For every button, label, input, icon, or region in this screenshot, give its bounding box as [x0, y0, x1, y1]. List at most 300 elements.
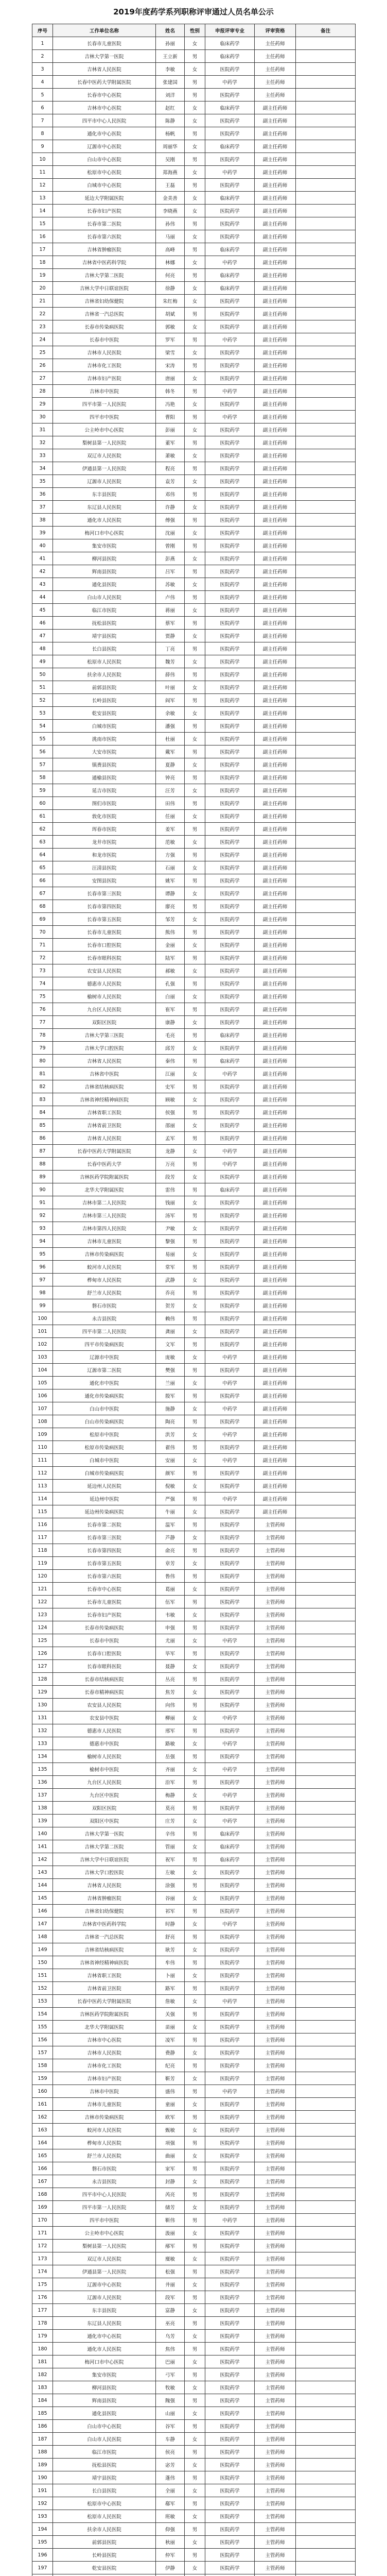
- cell-gender: 女: [185, 733, 205, 745]
- cell-unit: 磐石市医院: [53, 2162, 156, 2175]
- cell-major: 中药学: [205, 1737, 255, 1750]
- cell-qualification: 副主任药师: [255, 1415, 296, 1428]
- cell-major: 医院药学: [205, 127, 255, 140]
- cell-qualification: 副主任药师: [255, 707, 296, 720]
- cell-qualification: 副主任药师: [255, 1428, 296, 1441]
- cell-unit: 双辽市人民医院: [53, 449, 156, 462]
- cell-gender: 女: [185, 2278, 205, 2291]
- cell-major: 中药学: [205, 411, 255, 423]
- cell-serial: 140: [32, 1827, 53, 1840]
- cell-qualification: 副主任药师: [255, 282, 296, 295]
- cell-remarks: [296, 604, 356, 617]
- cell-major: 医院药学: [205, 514, 255, 527]
- table-row: [32, 591, 356, 604]
- cell-unit: 吉林大学口腔医院: [53, 1042, 156, 1055]
- cell-gender: 男: [185, 952, 205, 964]
- cell-qualification: 主管药师: [255, 2175, 296, 2188]
- cell-gender: 男: [185, 1596, 205, 1608]
- cell-major: 医院药学: [205, 1467, 255, 1480]
- cell-major: 医院药学: [205, 861, 255, 874]
- cell-major: 医院药学: [205, 797, 255, 810]
- cell-serial: 49: [32, 655, 53, 668]
- cell-serial: 64: [32, 849, 53, 861]
- cell-qualification: 主管药师: [255, 1930, 296, 1943]
- cell-name: 耿芳: [156, 1943, 185, 1956]
- cell-major: 医院药学: [205, 630, 255, 642]
- cell-qualification: 副主任药师: [255, 449, 296, 462]
- table-row: [32, 977, 356, 990]
- table-row: [32, 2149, 356, 2162]
- cell-major: 医院药学: [205, 578, 255, 591]
- cell-major: 医院药学: [205, 913, 255, 926]
- cell-qualification: 副主任药师: [255, 939, 296, 952]
- cell-remarks: [296, 1557, 356, 1570]
- cell-major: 医院药学: [205, 1608, 255, 1621]
- table-row: [32, 2562, 356, 2574]
- cell-major: 医院药学: [205, 179, 255, 192]
- cell-name: 雷伟: [156, 1183, 185, 1196]
- cell-major: 医院药学: [205, 1930, 255, 1943]
- cell-serial: 108: [32, 1415, 53, 1428]
- cell-name: 向伟: [156, 1699, 185, 1711]
- cell-remarks: [296, 2278, 356, 2291]
- cell-serial: 60: [32, 797, 53, 810]
- table-row: [32, 617, 356, 630]
- table-row: [32, 1724, 356, 1737]
- cell-name: 卢伟: [156, 591, 185, 604]
- cell-name: 廖亮: [156, 900, 185, 913]
- cell-gender: 女: [185, 449, 205, 462]
- cell-name: 管丽: [156, 1840, 185, 1853]
- cell-major: 医院药学: [205, 2304, 255, 2317]
- cell-qualification: 副主任药师: [255, 784, 296, 797]
- table-row: [32, 810, 356, 823]
- table-row: [32, 926, 356, 939]
- cell-remarks: [296, 2149, 356, 2162]
- cell-unit: 吉林市传染病医院: [53, 1248, 156, 1261]
- table-row: [32, 1596, 356, 1608]
- cell-remarks: [296, 874, 356, 887]
- cell-unit: 吉林市儿童医院: [53, 2098, 156, 2111]
- cell-qualification: 主管药师: [255, 2021, 296, 2033]
- cell-remarks: [296, 1634, 356, 1647]
- cell-qualification: 副主任药师: [255, 539, 296, 552]
- cell-serial: 150: [32, 1956, 53, 1969]
- cell-serial: 74: [32, 977, 53, 990]
- cell-gender: 男: [185, 591, 205, 604]
- cell-name: 苗丽: [156, 2021, 185, 2033]
- cell-remarks: [296, 2381, 356, 2394]
- cell-serial: 24: [32, 333, 53, 346]
- cell-name: 家军: [156, 2162, 185, 2175]
- cell-unit: 松原市人民医院: [53, 2510, 156, 2523]
- cell-unit: 集安市医院: [53, 539, 156, 552]
- cell-unit: 舒兰市人民医院: [53, 1286, 156, 1299]
- cell-unit: 吉林市中医院: [53, 2085, 156, 2098]
- cell-remarks: [296, 964, 356, 977]
- cell-serial: 146: [32, 1905, 53, 1918]
- cell-unit: 吉林省中医药科学院: [53, 256, 156, 269]
- cell-name: 牟伟: [156, 1956, 185, 1969]
- cell-unit: 吉林省人民医院: [53, 1055, 156, 1067]
- cell-gender: 男: [185, 308, 205, 320]
- cell-qualification: 主管药师: [255, 1982, 296, 1995]
- cell-major: 医院药学: [205, 320, 255, 333]
- cell-remarks: [296, 192, 356, 205]
- cell-qualification: 主管药师: [255, 1853, 296, 1866]
- cell-qualification: 副主任药师: [255, 655, 296, 668]
- cell-major: 医院药学: [205, 488, 255, 501]
- table-row: [32, 1093, 356, 1106]
- cell-name: 田伟: [156, 797, 185, 810]
- cell-qualification: 副主任药师: [255, 527, 296, 539]
- cell-unit: 长春市中心医院: [53, 1583, 156, 1596]
- cell-major: 临床药学: [205, 1853, 255, 1866]
- cell-qualification: 主管药师: [255, 2433, 296, 2446]
- cell-qualification: 主管药师: [255, 1596, 296, 1608]
- cell-gender: 女: [185, 192, 205, 205]
- cell-unit: 四平市第一人民医院: [53, 398, 156, 411]
- cell-qualification: 副主任药师: [255, 230, 296, 243]
- table-row: [32, 1827, 356, 1840]
- cell-name: 焦芳: [156, 1686, 185, 1699]
- cell-qualification: 副主任药师: [255, 269, 296, 282]
- cell-serial: 127: [32, 1660, 53, 1673]
- cell-gender: 女: [185, 423, 205, 436]
- cell-qualification: 主管药师: [255, 2033, 296, 2046]
- cell-remarks: [296, 1428, 356, 1441]
- cell-gender: 女: [185, 295, 205, 308]
- table-row: [32, 488, 356, 501]
- cell-remarks: [296, 1274, 356, 1286]
- table-row: [32, 1930, 356, 1943]
- cell-name: 申强: [156, 1621, 185, 1634]
- cell-gender: 男: [185, 1312, 205, 1325]
- cell-unit: 扶余市人民医院: [53, 2523, 156, 2536]
- cell-qualification: 副主任药师: [255, 1402, 296, 1415]
- cell-name: 隗强: [156, 2394, 185, 2407]
- cell-serial: 135: [32, 1763, 53, 1776]
- cell-remarks: [296, 269, 356, 282]
- cell-qualification: 副主任药师: [255, 552, 296, 565]
- cell-remarks: [296, 1351, 356, 1364]
- cell-name: 邴军: [156, 2240, 185, 2252]
- cell-gender: 男: [185, 411, 205, 423]
- cell-unit: 吉林省妇幼保健院: [53, 295, 156, 308]
- cell-gender: 男: [185, 1209, 205, 1222]
- cell-qualification: 副主任药师: [255, 1183, 296, 1196]
- cell-gender: 女: [185, 2175, 205, 2188]
- cell-gender: 男: [185, 1183, 205, 1196]
- cell-qualification: 副主任药师: [255, 810, 296, 823]
- cell-serial: 117: [32, 1531, 53, 1544]
- cell-qualification: 主管药师: [255, 2124, 296, 2137]
- cell-name: 孙丽: [156, 37, 185, 50]
- table-row: [32, 2304, 356, 2317]
- cell-remarks: [296, 2420, 356, 2433]
- cell-serial: 186: [32, 2420, 53, 2433]
- cell-major: 医院药学: [205, 1505, 255, 1518]
- cell-major: 医院药学: [205, 733, 255, 745]
- cell-remarks: [296, 1699, 356, 1711]
- cell-major: 医院药学: [205, 1209, 255, 1222]
- cell-qualification: 主任药师: [255, 76, 296, 89]
- cell-serial: 32: [32, 436, 53, 449]
- cell-gender: 男: [185, 1776, 205, 1789]
- cell-name: 山丽: [156, 2407, 185, 2420]
- table-row: [32, 1776, 356, 1789]
- cell-gender: 女: [185, 2098, 205, 2111]
- cell-name: 章芳: [156, 1557, 185, 1570]
- cell-remarks: [296, 836, 356, 849]
- cell-qualification: 副主任药师: [255, 926, 296, 939]
- cell-name: 方强: [156, 849, 185, 861]
- cell-remarks: [296, 990, 356, 1003]
- cell-major: 医院药学: [205, 604, 255, 617]
- cell-major: 医院药学: [205, 2510, 255, 2523]
- cell-gender: 男: [185, 617, 205, 630]
- cell-unit: 桦甸市人民医院: [53, 2137, 156, 2149]
- cell-gender: 男: [185, 771, 205, 784]
- cell-serial: 197: [32, 2562, 53, 2574]
- cell-major: 医院药学: [205, 2459, 255, 2471]
- cell-remarks: [296, 475, 356, 488]
- cell-unit: 吉林省人民医院: [53, 1132, 156, 1145]
- cell-serial: 16: [32, 230, 53, 243]
- cell-qualification: 副主任药师: [255, 346, 296, 359]
- cell-remarks: [296, 308, 356, 320]
- cell-qualification: 主管药师: [255, 1750, 296, 1763]
- cell-qualification: 主管药师: [255, 1634, 296, 1647]
- cell-gender: 女: [185, 1763, 205, 1776]
- cell-name: 邱芳: [156, 1042, 185, 1055]
- table-row: [32, 655, 356, 668]
- cell-serial: 152: [32, 1982, 53, 1995]
- cell-major: 医院药学: [205, 1235, 255, 1248]
- cell-name: 袁芳: [156, 475, 185, 488]
- table-row: [32, 1274, 356, 1286]
- cell-unit: 双阳区医院: [53, 1016, 156, 1029]
- cell-qualification: 副主任药师: [255, 333, 296, 346]
- cell-qualification: 副主任药师: [255, 1286, 296, 1299]
- cell-name: 富静: [156, 2304, 185, 2317]
- cell-remarks: [296, 1905, 356, 1918]
- cell-unit: 前郭县医院: [53, 681, 156, 694]
- cell-major: 医院药学: [205, 2021, 255, 2033]
- cell-major: 医院药学: [205, 1325, 255, 1338]
- table-row: [32, 1969, 356, 1982]
- header-name: 姓名: [156, 24, 185, 37]
- cell-major: 医院药学: [205, 1364, 255, 1377]
- cell-qualification: 副主任药师: [255, 372, 296, 385]
- cell-qualification: 副主任药师: [255, 1454, 296, 1467]
- cell-unit: 吉林大学第二医院: [53, 1840, 156, 1853]
- cell-remarks: [296, 501, 356, 514]
- cell-serial: 42: [32, 565, 53, 578]
- cell-major: 中药学: [205, 1711, 255, 1724]
- cell-unit: 长春市中心医院: [53, 89, 156, 101]
- cell-gender: 男: [185, 514, 205, 527]
- table-row: [32, 1583, 356, 1596]
- cell-remarks: [296, 2291, 356, 2304]
- cell-remarks: [296, 2162, 356, 2175]
- cell-name: 张建国: [156, 76, 185, 89]
- cell-major: 医院药学: [205, 230, 255, 243]
- cell-serial: 11: [32, 166, 53, 179]
- cell-major: 医院药学: [205, 1003, 255, 1016]
- cell-qualification: 主管药师: [255, 2407, 296, 2420]
- cell-unit: 汪清县医院: [53, 861, 156, 874]
- cell-serial: [32, 2574, 53, 2576]
- cell-gender: 男: [185, 1003, 205, 1016]
- cell-major: 医院药学: [205, 475, 255, 488]
- cell-qualification: 副主任药师: [255, 823, 296, 836]
- cell-gender: 男: [185, 1724, 205, 1737]
- cell-qualification: 主管药师: [255, 1724, 296, 1737]
- cell-name: 董军: [156, 436, 185, 449]
- cell-major: 医院药学: [205, 2072, 255, 2085]
- cell-name: 盛伟: [156, 2085, 185, 2098]
- cell-qualification: 副主任药师: [255, 1003, 296, 1016]
- cell-serial: 171: [32, 2227, 53, 2240]
- cell-gender: 男: [185, 1029, 205, 1042]
- cell-serial: 58: [32, 771, 53, 784]
- table-row: [32, 1196, 356, 1209]
- cell-unit: 长春市眼科医院: [53, 1660, 156, 1673]
- cell-serial: 40: [32, 539, 53, 552]
- cell-qualification: 主管药师: [255, 1673, 296, 1686]
- cell-gender: 女: [185, 63, 205, 76]
- cell-unit: 长春中医药大学附属医院: [53, 1995, 156, 2008]
- header-qualification: 评审资格: [255, 24, 296, 37]
- cell-name: 关强: [156, 2008, 185, 2021]
- table-row: [32, 1454, 356, 1467]
- cell-unit: 吉林省人民医院: [53, 1879, 156, 1892]
- cell-gender: 女: [185, 37, 205, 50]
- table-row: [32, 256, 356, 269]
- cell-remarks: [296, 1982, 356, 1995]
- cell-qualification: 副主任药师: [255, 668, 296, 681]
- cell-unit: 吉林省妇幼保健院: [53, 1905, 156, 1918]
- table-row: [32, 2510, 356, 2523]
- table-row: [32, 514, 356, 527]
- cell-remarks: [296, 1505, 356, 1518]
- cell-qualification: 副主任药师: [255, 952, 296, 964]
- table-row: [32, 539, 356, 552]
- cell-serial: 30: [32, 411, 53, 423]
- cell-name: 蓬伟: [156, 2471, 185, 2484]
- cell-qualification: 主管药师: [255, 2304, 296, 2317]
- cell-name: 陈静: [156, 114, 185, 127]
- cell-gender: 男: [185, 2059, 205, 2072]
- table-row: [32, 668, 356, 681]
- cell-gender: 男: [185, 2420, 205, 2433]
- cell-unit: 白山市传染病医院: [53, 1415, 156, 1428]
- cell-gender: 男: [185, 1158, 205, 1171]
- cell-gender: 女: [185, 2433, 205, 2446]
- cell-name: 阎军: [156, 694, 185, 707]
- cell-unit: 长春市儿童医院: [53, 37, 156, 50]
- cell-serial: 167: [32, 2175, 53, 2188]
- cell-remarks: [296, 1879, 356, 1892]
- cell-name: 龙静: [156, 1145, 185, 1158]
- table-row: [32, 2033, 356, 2046]
- cell-major: 中药学: [205, 1815, 255, 1827]
- cell-serial: 2: [32, 50, 53, 63]
- cell-unit: 长春市第二医院: [53, 1518, 156, 1531]
- cell-name: 松强: [156, 2265, 185, 2278]
- cell-major: 医院药学: [205, 1673, 255, 1686]
- cell-qualification: 副主任药师: [255, 295, 296, 308]
- cell-serial: 63: [32, 836, 53, 849]
- table-row: [32, 2188, 356, 2201]
- cell-qualification: 副主任药师: [255, 166, 296, 179]
- cell-major: 医院药学: [205, 1338, 255, 1351]
- cell-major: 医院药学: [205, 952, 255, 964]
- cell-remarks: [296, 1209, 356, 1222]
- cell-remarks: [296, 2343, 356, 2355]
- cell-gender: 女: [185, 1402, 205, 1415]
- cell-remarks: [296, 1493, 356, 1505]
- cell-gender: 男: [185, 1879, 205, 1892]
- cell-gender: 男: [185, 2033, 205, 2046]
- cell-gender: 男: [185, 900, 205, 913]
- table-row: [32, 900, 356, 913]
- cell-name: 郑海燕: [156, 166, 185, 179]
- cell-gender: 女: [185, 2562, 205, 2574]
- cell-qualification: 主管药师: [255, 1956, 296, 1969]
- cell-serial: 100: [32, 1312, 53, 1325]
- cell-qualification: 副主任药师: [255, 604, 296, 617]
- cell-gender: 男: [185, 1286, 205, 1299]
- cell-unit: 吉林省人民医院: [53, 63, 156, 76]
- cell-name: 江丽: [156, 1067, 185, 1080]
- cell-name: 伍军: [156, 1596, 185, 1608]
- cell-name: 詹敏: [156, 1995, 185, 2008]
- cell-unit: 吉林省前卫医院: [53, 1119, 156, 1132]
- cell-remarks: [296, 797, 356, 810]
- cell-unit: 长春市传染病医院: [53, 1621, 156, 1634]
- cell-name: 严强: [156, 1493, 185, 1505]
- cell-remarks: [296, 1892, 356, 1905]
- cell-gender: 女: [185, 166, 205, 179]
- cell-unit: 松原市中心医院: [53, 166, 156, 179]
- cell-name: 施静: [156, 1402, 185, 1415]
- cell-remarks: [296, 1171, 356, 1183]
- cell-serial: 15: [32, 217, 53, 230]
- cell-unit: 吉林市第二人民医院: [53, 1196, 156, 1209]
- cell-remarks: [296, 630, 356, 642]
- cell-name: 周丽华: [156, 140, 185, 153]
- cell-name: 纪亮: [156, 2059, 185, 2072]
- cell-remarks: [296, 527, 356, 539]
- cell-unit: 吉林省肿瘤医院: [53, 243, 156, 256]
- cell-gender: 男: [185, 2471, 205, 2484]
- cell-qualification: 主管药师: [255, 1531, 296, 1544]
- table-row: [32, 37, 356, 50]
- table-row: [32, 217, 356, 230]
- cell-qualification: 主管药师: [255, 1570, 296, 1583]
- cell-name: 胡斌: [156, 308, 185, 320]
- table-row: [32, 1286, 356, 1299]
- cell-qualification: 副主任药师: [255, 114, 296, 127]
- cell-qualification: 主管药师: [255, 1647, 296, 1660]
- cell-qualification: 主管药师: [255, 1918, 296, 1930]
- cell-major: 医院药学: [205, 836, 255, 849]
- cell-name: 郭敏: [156, 320, 185, 333]
- cell-name: 安丽: [156, 1454, 185, 1467]
- cell-unit: 吉林省结核病医院: [53, 1943, 156, 1956]
